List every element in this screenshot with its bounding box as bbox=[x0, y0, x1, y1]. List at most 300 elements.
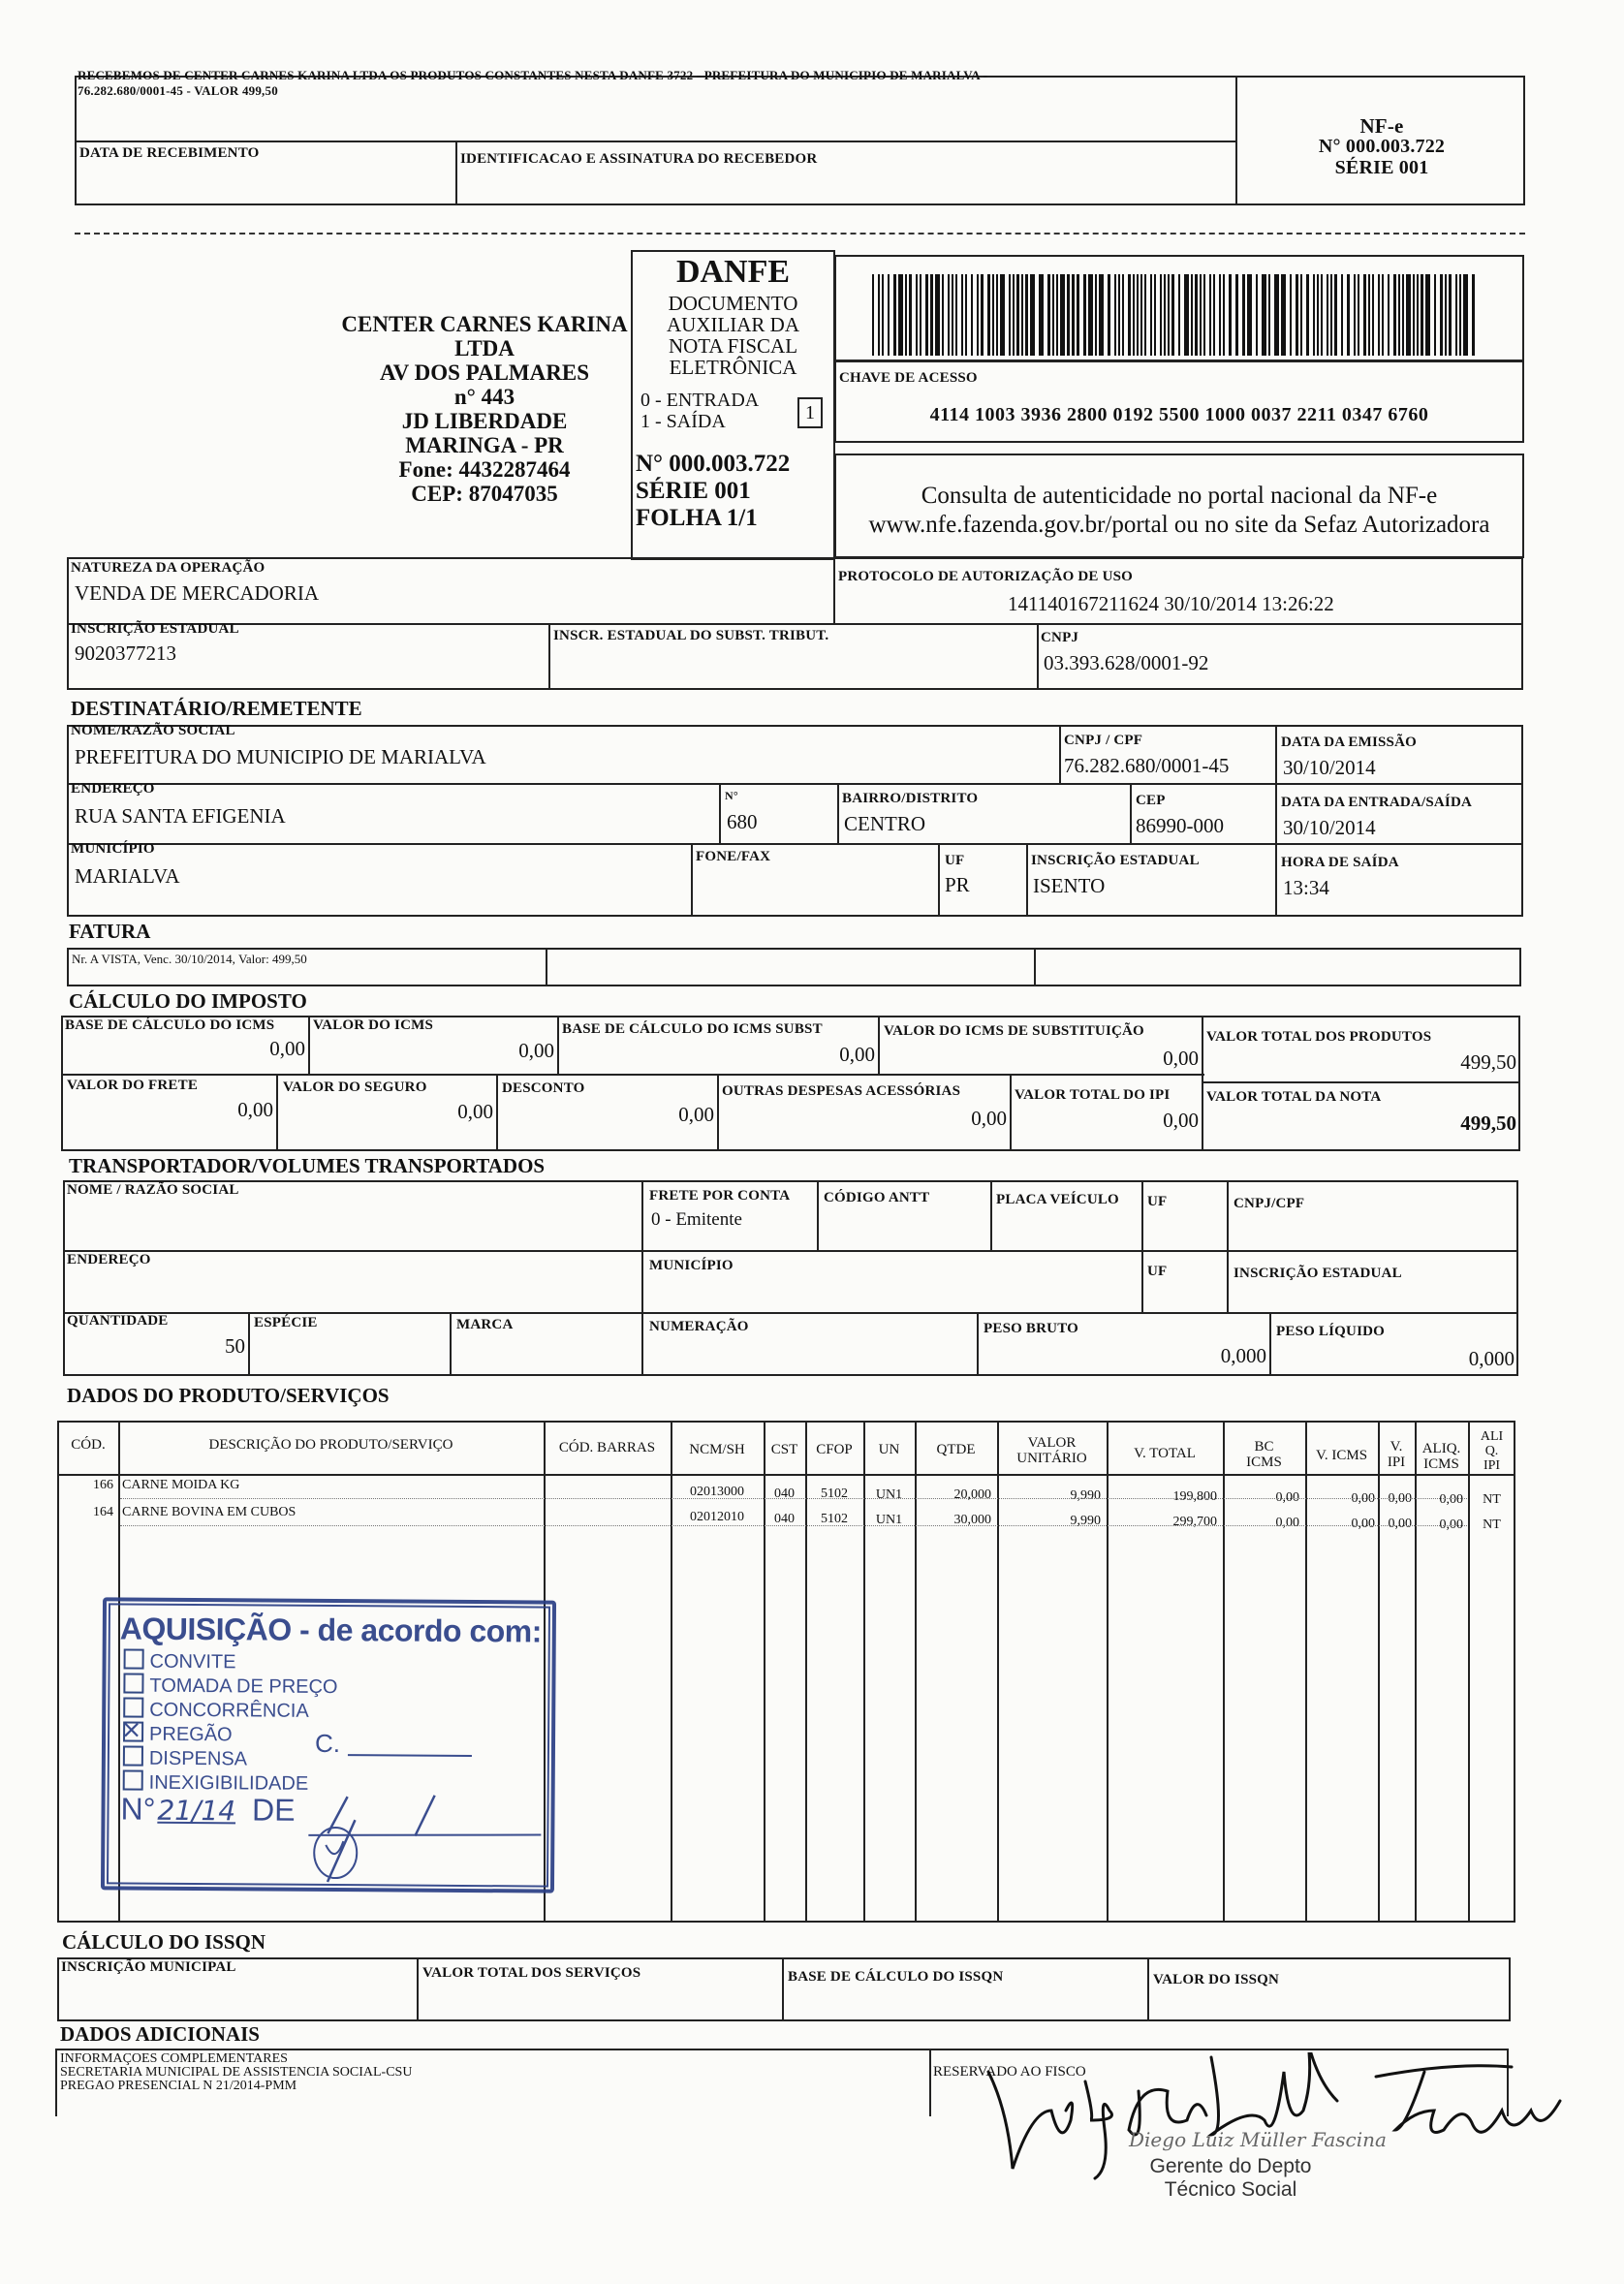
barcode-bar bbox=[1108, 274, 1110, 356]
barcode-bar bbox=[898, 274, 903, 356]
barcode-bar bbox=[1445, 274, 1447, 356]
barcode-bar bbox=[965, 274, 967, 356]
bc-st-label: BASE DE CÁLCULO DO ICMS SUBST bbox=[562, 1021, 823, 1037]
issqn-v-label: VALOR DO ISSQN bbox=[1153, 1972, 1280, 1987]
acquisition-stamp bbox=[101, 1597, 556, 1893]
col-vunit-1: VALOR bbox=[1027, 1435, 1077, 1451]
receipt-nfe-number: N° 000.003.722 bbox=[1318, 136, 1446, 157]
cep-value: 86990-000 bbox=[1136, 814, 1224, 837]
v-prod-label: VALOR TOTAL DOS PRODUTOS bbox=[1206, 1029, 1432, 1045]
barcode-bar bbox=[1118, 274, 1120, 356]
cep-label: CEP bbox=[1136, 793, 1166, 808]
barcode-bar bbox=[1030, 274, 1035, 356]
col-vunit bbox=[999, 1435, 1105, 1466]
adicionais-info bbox=[60, 2052, 412, 2112]
fisco-label: RESERVADO AO FISCO bbox=[933, 2064, 1086, 2080]
barcode-bar bbox=[1164, 274, 1166, 356]
col-ncm: NCM/SH bbox=[689, 1442, 745, 1457]
barcode-bar bbox=[1016, 274, 1019, 356]
barcode-bar bbox=[1039, 274, 1044, 356]
fone-label: FONE/FAX bbox=[696, 849, 771, 864]
barcode-bar bbox=[1144, 274, 1146, 356]
hora-value: 13:34 bbox=[1283, 876, 1329, 899]
barcode-bar bbox=[925, 274, 928, 356]
signature-role-2: Técnico Social bbox=[1164, 2178, 1297, 2201]
col-cst: CST bbox=[770, 1442, 798, 1457]
barcode-bar bbox=[1150, 274, 1152, 356]
barcode-bar bbox=[909, 274, 912, 356]
barcode-bar bbox=[1114, 274, 1116, 356]
col-barras: CÓD. BARRAS bbox=[558, 1440, 656, 1455]
barcode-bar bbox=[971, 274, 973, 356]
barcode-bar bbox=[1347, 274, 1350, 356]
stamp-handwriting bbox=[298, 1777, 551, 1886]
danfe-sub-4: ELETRÔNICA bbox=[669, 356, 797, 379]
num-label: N° bbox=[725, 789, 738, 802]
barcode-bar bbox=[1306, 274, 1309, 356]
barcode-bar bbox=[1160, 274, 1162, 356]
municipio-value: MARIALVA bbox=[75, 864, 180, 888]
issqn-vts-label: VALOR TOTAL DOS SERVIÇOS bbox=[422, 1965, 641, 1981]
checkbox-checked-icon bbox=[123, 1722, 143, 1742]
cut-line bbox=[75, 233, 1525, 235]
barcode-bar bbox=[1274, 274, 1279, 356]
receipt-nfe-label: NF-e bbox=[1359, 114, 1404, 138]
col-bc bbox=[1225, 1439, 1303, 1470]
stamp-c-label: C. bbox=[314, 1728, 341, 1759]
desconto-value: 0,00 bbox=[678, 1103, 714, 1126]
barcode-bar bbox=[1256, 274, 1258, 356]
issuer-name: CENTER CARNES KARINA bbox=[341, 312, 628, 336]
row-ncm: 02013000 bbox=[690, 1485, 744, 1499]
col-vtotal: V. TOTAL bbox=[1134, 1446, 1196, 1461]
fatura-text: Nr. A VISTA, Venc. 30/10/2014, Valor: 499,50 bbox=[72, 952, 307, 966]
antt-label: CÓDIGO ANTT bbox=[824, 1190, 930, 1205]
num-value: 680 bbox=[727, 810, 758, 833]
barcode-bar bbox=[1313, 274, 1315, 356]
transport-nome-label: NOME / RAZÃO SOCIAL bbox=[67, 1182, 239, 1198]
barcode-bar bbox=[1088, 274, 1093, 356]
barcode-bar bbox=[1095, 274, 1097, 356]
barcode-bar bbox=[942, 274, 944, 356]
issuer-district: JD LIBERDADE bbox=[401, 409, 568, 433]
barcode-bar bbox=[1209, 274, 1211, 356]
col-aliq-1: ALIQ. bbox=[1421, 1441, 1461, 1456]
row-cst: 040 bbox=[774, 1512, 795, 1526]
barcode-bar bbox=[1300, 274, 1302, 356]
danfe-sub-3: NOTA FISCAL bbox=[668, 334, 798, 358]
barcode-bar bbox=[1413, 274, 1415, 356]
protocolo-value: 141140167211624 30/10/2014 13:26:22 bbox=[1008, 592, 1334, 615]
barcode-bar bbox=[1122, 274, 1124, 356]
danfe-tipo: 1 bbox=[797, 397, 823, 428]
stamp-option: PREGÃO bbox=[123, 1722, 337, 1748]
qtd-value: 50 bbox=[225, 1334, 245, 1358]
barcode-bar bbox=[1434, 274, 1436, 356]
barcode-bar bbox=[1317, 274, 1319, 356]
barcode-bar bbox=[1393, 274, 1396, 356]
stamp-option: DISPENSA bbox=[123, 1746, 337, 1772]
barcode-bar bbox=[1321, 274, 1323, 356]
col-bc-2: ICMS bbox=[1246, 1455, 1282, 1470]
barcode-bar bbox=[1056, 274, 1058, 356]
row-qtde: 30,000 bbox=[953, 1513, 991, 1527]
barcode-bar bbox=[1203, 274, 1205, 356]
barcode-bar bbox=[1334, 274, 1337, 356]
barcode-bar bbox=[1128, 274, 1131, 356]
col-qtde: QTDE bbox=[936, 1442, 976, 1457]
stamp-option: CONCORRÊNCIA bbox=[123, 1698, 337, 1724]
barcode-bar bbox=[1330, 274, 1332, 356]
barcode-bar bbox=[1421, 274, 1423, 356]
ie-st-label: INSCR. ESTADUAL DO SUBST. TRIBUT. bbox=[553, 628, 829, 643]
seguro-value: 0,00 bbox=[457, 1100, 493, 1123]
issuer-block bbox=[341, 312, 628, 506]
ipi-value: 0,00 bbox=[1163, 1109, 1199, 1132]
recipient-name-label: NOME/RAZÃO SOCIAL bbox=[71, 723, 235, 738]
barcode-bar bbox=[1195, 274, 1198, 356]
stamp-no-value: 21/14 bbox=[157, 1794, 236, 1828]
marca-label: MARCA bbox=[456, 1317, 514, 1332]
row-un: UN1 bbox=[875, 1487, 903, 1502]
barcode-bar bbox=[1191, 274, 1193, 356]
col-ali-3: IPI bbox=[1483, 1458, 1501, 1473]
barcode-bar bbox=[1067, 274, 1070, 356]
v-icms-label: VALOR DO ICMS bbox=[313, 1017, 434, 1033]
ie-label: INSCRIÇÃO ESTADUAL bbox=[71, 621, 239, 637]
barcode-bar bbox=[1077, 274, 1079, 356]
barcode-bar bbox=[905, 274, 907, 356]
access-key: 4114 1003 3936 2800 0192 5500 1000 0037 2211 0347 6760 bbox=[929, 404, 1429, 425]
barcode-bar bbox=[1052, 274, 1054, 356]
issuer-phone: Fone: 4432287464 bbox=[398, 457, 571, 482]
transport-uf-label: UF bbox=[1147, 1194, 1168, 1209]
barcode-bar bbox=[1459, 274, 1461, 356]
barcode-bar bbox=[916, 274, 918, 356]
danfe-numbers bbox=[636, 451, 790, 532]
row-qtde: 20,000 bbox=[953, 1487, 991, 1502]
signature-role-1: Gerente do Depto bbox=[1149, 2155, 1312, 2177]
stamp-number-row bbox=[120, 1792, 295, 1829]
v-prod-value: 499,50 bbox=[1460, 1050, 1516, 1074]
barcode-bar bbox=[1025, 274, 1028, 356]
danfe-folha: FOLHA 1/1 bbox=[636, 505, 758, 531]
checkbox-icon bbox=[123, 1746, 143, 1767]
transport-frete-value: 0 - Emitente bbox=[651, 1209, 742, 1230]
danfe-sub-1: DOCUMENTO bbox=[668, 292, 798, 315]
row-aliq: 0,00 bbox=[1439, 1492, 1463, 1507]
barcode-bar bbox=[1168, 274, 1170, 356]
col-un: UN bbox=[878, 1442, 900, 1457]
protocolo-label: PROTOCOLO DE AUTORIZAÇÃO DE USO bbox=[838, 569, 1134, 584]
transport-ie-label: INSCRIÇÃO ESTADUAL bbox=[1234, 1266, 1402, 1281]
emissao-value: 30/10/2014 bbox=[1283, 756, 1376, 779]
recipient-ie-value: ISENTO bbox=[1033, 874, 1106, 897]
ie-value: 9020377213 bbox=[75, 641, 176, 665]
barcode-bar bbox=[1268, 274, 1270, 356]
row-vunit: 9,990 bbox=[1070, 1488, 1101, 1503]
barcode-bar bbox=[961, 274, 963, 356]
row-un: UN1 bbox=[875, 1513, 903, 1527]
stamp-option: TOMADA DE PREÇO bbox=[123, 1674, 337, 1700]
receipt-date-label: DATA DE RECEBIMENTO bbox=[79, 145, 260, 161]
receipt-text-2: 76.282.680/0001-45 - VALOR 499,50 bbox=[78, 83, 278, 98]
hora-label: HORA DE SAÍDA bbox=[1281, 855, 1399, 870]
checkbox-icon bbox=[123, 1698, 143, 1718]
issqn-section-title: CÁLCULO DO ISSQN bbox=[62, 1930, 266, 1954]
barcode-bar bbox=[930, 274, 933, 356]
recipient-cnpj-label: CNPJ / CPF bbox=[1064, 733, 1143, 748]
emissao-label: DATA DA EMISSÃO bbox=[1281, 735, 1417, 750]
row-ipi: NT bbox=[1483, 1517, 1501, 1532]
transport-municipio-label: MUNICÍPIO bbox=[649, 1258, 734, 1273]
liquido-label: PESO LÍQUIDO bbox=[1276, 1324, 1386, 1339]
bruto-value: 0,000 bbox=[1220, 1344, 1266, 1367]
barcode-bar bbox=[1463, 274, 1468, 356]
access-key-label: CHAVE DE ACESSO bbox=[839, 370, 978, 386]
liquido-value: 0,000 bbox=[1468, 1347, 1515, 1370]
issuer-name-2: LTDA bbox=[454, 336, 515, 360]
barcode-bar bbox=[878, 274, 880, 356]
barcode-bar bbox=[1021, 274, 1023, 356]
barcode-bar bbox=[1047, 274, 1050, 356]
barcode-bar bbox=[1242, 274, 1245, 356]
barcode-bar bbox=[1368, 274, 1370, 356]
issuer-city: MARINGA - PR bbox=[405, 433, 564, 457]
barcode-bar bbox=[1235, 274, 1238, 356]
info-line-1: SECRETARIA MUNICIPAL DE ASSISTENCIA SOCIAL-CSU bbox=[60, 2065, 413, 2080]
barcode-bar bbox=[952, 274, 953, 356]
barcode-bar bbox=[1378, 274, 1380, 356]
col-desc: DESCRIÇÃO DO PRODUTO/SERVIÇO bbox=[208, 1437, 453, 1453]
barcode-bar bbox=[1219, 274, 1221, 356]
barcode-bar bbox=[996, 274, 998, 356]
transport-frete-label: FRETE POR CONTA bbox=[649, 1188, 791, 1204]
barcode-bar bbox=[981, 274, 984, 356]
barcode-bar bbox=[1388, 274, 1390, 356]
checkbox-icon bbox=[123, 1674, 143, 1694]
barcode-bar bbox=[1262, 274, 1266, 356]
row-vipi: 0,00 bbox=[1388, 1491, 1412, 1506]
row-vicms: 0,00 bbox=[1351, 1517, 1375, 1531]
barcode-bar bbox=[888, 274, 890, 356]
v-st-value: 0,00 bbox=[1163, 1047, 1199, 1070]
barcode-bar bbox=[1398, 274, 1400, 356]
barcode-bar bbox=[920, 274, 921, 356]
natureza-value: VENDA DE MERCADORIA bbox=[75, 581, 319, 605]
consulta-line-2: www.nfe.fazenda.gov.br/portal ou no site da Sefaz Autorizadora bbox=[868, 512, 1490, 538]
barcode-bar bbox=[1200, 274, 1202, 356]
row-bc: 0,00 bbox=[1275, 1490, 1299, 1505]
adicionais-section-title: DADOS ADICIONAIS bbox=[60, 2022, 260, 2046]
endereco-label: ENDEREÇO bbox=[71, 781, 155, 797]
barcode-bar bbox=[1449, 274, 1452, 356]
barcode-bar bbox=[1327, 274, 1328, 356]
recipient-ie-label: INSCRIÇÃO ESTADUAL bbox=[1031, 853, 1200, 868]
row-vicms: 0,00 bbox=[1351, 1491, 1375, 1506]
row-desc: CARNE MOIDA KG bbox=[122, 1478, 240, 1492]
stamp-de-label: DE bbox=[251, 1792, 296, 1828]
col-vicms: V. ICMS bbox=[1315, 1448, 1368, 1463]
col-cfop: CFOP bbox=[816, 1442, 853, 1457]
barcode-bar bbox=[948, 274, 950, 356]
row-aliq: 0,00 bbox=[1439, 1517, 1463, 1532]
row-bc: 0,00 bbox=[1275, 1516, 1299, 1530]
numeracao-label: NUMERAÇÃO bbox=[649, 1319, 749, 1334]
entrada-label: DATA DA ENTRADA/SAÍDA bbox=[1281, 795, 1473, 810]
barcode-bar bbox=[1184, 274, 1189, 356]
checkbox-icon bbox=[124, 1649, 144, 1670]
issuer-cep: CEP: 87047035 bbox=[411, 482, 558, 506]
row-vtotal: 199,800 bbox=[1172, 1489, 1217, 1504]
row-cod: 164 bbox=[93, 1505, 113, 1519]
row-cfop: 5102 bbox=[821, 1486, 848, 1501]
barcode-bar bbox=[1296, 274, 1298, 356]
especie-label: ESPÉCIE bbox=[254, 1315, 318, 1330]
uf-label: UF bbox=[945, 853, 965, 868]
barcode-bar bbox=[977, 274, 979, 356]
barcode-bar bbox=[1223, 274, 1225, 356]
seguro-label: VALOR DO SEGURO bbox=[283, 1079, 427, 1095]
products-section-title: DADOS DO PRODUTO/SERVIÇOS bbox=[67, 1384, 390, 1407]
issqn-im-label: INSCRIÇÃO MUNICIPAL bbox=[61, 1959, 236, 1975]
col-vunit-2: UNITÁRIO bbox=[1016, 1451, 1087, 1466]
total-label: VALOR TOTAL DA NOTA bbox=[1206, 1089, 1382, 1105]
outras-label: OUTRAS DESPESAS ACESSÓRIAS bbox=[722, 1083, 961, 1099]
stamp-options bbox=[123, 1649, 341, 1797]
row-cst: 040 bbox=[774, 1486, 795, 1501]
issqn-bc-label: BASE DE CÁLCULO DO ISSQN bbox=[788, 1969, 1004, 1985]
barcode-bar bbox=[955, 274, 957, 356]
bc-icms-label: BASE DE CÁLCULO DO ICMS bbox=[65, 1017, 275, 1033]
row-ncm: 02012010 bbox=[690, 1510, 744, 1524]
col-vipi-2: IPI bbox=[1387, 1455, 1406, 1470]
frete-value: 0,00 bbox=[237, 1098, 273, 1121]
bairro-value: CENTRO bbox=[844, 812, 925, 835]
stamp-no-label: N° bbox=[120, 1791, 156, 1827]
barcode-bar bbox=[1009, 274, 1011, 356]
frete-label: VALOR DO FRETE bbox=[67, 1078, 199, 1093]
issqn-box bbox=[57, 1957, 1511, 2021]
col-ali-ipi bbox=[1470, 1429, 1514, 1473]
ipi-label: VALOR TOTAL DO IPI bbox=[1015, 1087, 1171, 1103]
bairro-label: BAIRRO/DISTRITO bbox=[842, 791, 979, 806]
consulta-line-1: Consulta de autenticidade no portal nacional da NF-e bbox=[921, 483, 1438, 509]
total-value: 499,50 bbox=[1460, 1111, 1516, 1135]
barcode-bar bbox=[1247, 274, 1252, 356]
barcode-bar bbox=[1382, 274, 1384, 356]
col-aliq-2: ICMS bbox=[1423, 1456, 1459, 1472]
danfe-subtitle bbox=[633, 293, 833, 378]
issuer-address: AV DOS PALMARES bbox=[380, 360, 589, 385]
col-vipi bbox=[1380, 1439, 1413, 1470]
v-icms-value: 0,00 bbox=[518, 1039, 554, 1062]
barcode-bar bbox=[1099, 274, 1104, 356]
barcode-bar bbox=[1290, 274, 1292, 356]
recipient-cnpj: 76.282.680/0001-45 bbox=[1064, 754, 1230, 777]
barcode-bar bbox=[1354, 274, 1356, 356]
receipt-nfe-serie: SÉRIE 001 bbox=[1334, 157, 1429, 178]
row-ipi: NT bbox=[1483, 1492, 1501, 1507]
row-vipi: 0,00 bbox=[1388, 1517, 1412, 1531]
col-bc-1: BC bbox=[1254, 1439, 1274, 1455]
barcode-bar bbox=[1013, 274, 1015, 356]
bc-st-value: 0,00 bbox=[839, 1043, 875, 1066]
col-cod: CÓD. bbox=[71, 1437, 106, 1453]
row-cod: 166 bbox=[93, 1478, 113, 1492]
imposto-section-title: CÁLCULO DO IMPOSTO bbox=[69, 989, 307, 1013]
barcode-bar bbox=[1213, 274, 1215, 356]
danfe-serie: SÉRIE 001 bbox=[636, 478, 751, 504]
barcode-bar bbox=[1406, 274, 1411, 356]
barcode-bar bbox=[1154, 274, 1156, 356]
barcode bbox=[872, 274, 1483, 356]
transport-cnpj-label: CNPJ/CPF bbox=[1234, 1196, 1305, 1211]
barcode-bar bbox=[1072, 274, 1075, 356]
fatura-section-title: FATURA bbox=[69, 920, 151, 943]
row-divider bbox=[120, 1498, 1467, 1499]
natureza-label: NATUREZA DA OPERAÇÃO bbox=[71, 560, 265, 576]
v-st-label: VALOR DO ICMS DE SUBSTITUIÇÃO bbox=[884, 1023, 1144, 1039]
municipio-label: MUNICÍPIO bbox=[71, 841, 155, 857]
col-ali-2: Q. bbox=[1484, 1444, 1499, 1458]
barcode-bar bbox=[1372, 274, 1374, 356]
barcode-bar bbox=[1472, 274, 1475, 356]
danfe-sub-2: AUXILIAR DA bbox=[666, 313, 800, 336]
barcode-bar bbox=[1440, 274, 1443, 356]
cnpj-value: 03.393.628/0001-92 bbox=[1044, 651, 1209, 674]
transport-section-title: TRANSPORTADOR/VOLUMES TRANSPORTADOS bbox=[69, 1154, 546, 1177]
signature-role bbox=[1114, 2155, 1347, 2202]
receipt-ident-label: IDENTIFICACAO E ASSINATURA DO RECEBEDOR bbox=[460, 151, 818, 167]
barcode-bar bbox=[992, 274, 994, 356]
row-divider bbox=[120, 1525, 1467, 1526]
bruto-label: PESO BRUTO bbox=[984, 1321, 1078, 1336]
placa-label: PLACA VEÍCULO bbox=[996, 1192, 1119, 1207]
barcode-bar bbox=[935, 274, 940, 356]
barcode-bar bbox=[1060, 274, 1065, 356]
barcode-bar bbox=[987, 274, 990, 356]
barcode-bar bbox=[1281, 274, 1286, 356]
row-vtotal: 299,700 bbox=[1172, 1515, 1217, 1529]
desconto-label: DESCONTO bbox=[502, 1080, 585, 1096]
endereco-value: RUA SANTA EFIGENIA bbox=[75, 804, 286, 828]
barcode-bar bbox=[1171, 274, 1174, 356]
recipient-section-title: DESTINATÁRIO/REMETENTE bbox=[71, 697, 362, 720]
danfe-saida: 1 - SAÍDA bbox=[640, 411, 726, 432]
barcode-bar bbox=[1178, 274, 1180, 356]
bc-icms-value: 0,00 bbox=[269, 1037, 305, 1060]
barcode-bar bbox=[1455, 274, 1457, 356]
danfe-title: DANFE bbox=[675, 254, 791, 290]
transport-uf2-label: UF bbox=[1147, 1264, 1168, 1279]
col-aliq bbox=[1417, 1441, 1466, 1472]
qtd-label: QUANTIDADE bbox=[67, 1313, 169, 1329]
barcode-bar bbox=[1137, 274, 1139, 356]
row-vunit: 9,990 bbox=[1070, 1514, 1101, 1528]
stamp-option: CONVITE bbox=[124, 1649, 338, 1675]
checkbox-icon bbox=[123, 1770, 143, 1791]
barcode-bar bbox=[1358, 274, 1359, 356]
barcode-bar bbox=[882, 274, 884, 356]
outras-value: 0,00 bbox=[971, 1107, 1007, 1130]
barcode-bar bbox=[893, 274, 896, 356]
uf-value: PR bbox=[945, 873, 970, 896]
cnpj-label: CNPJ bbox=[1041, 630, 1079, 645]
barcode-bar bbox=[1140, 274, 1142, 356]
transport-endereco-label: ENDEREÇO bbox=[67, 1252, 151, 1267]
barcode-bar bbox=[1083, 274, 1086, 356]
